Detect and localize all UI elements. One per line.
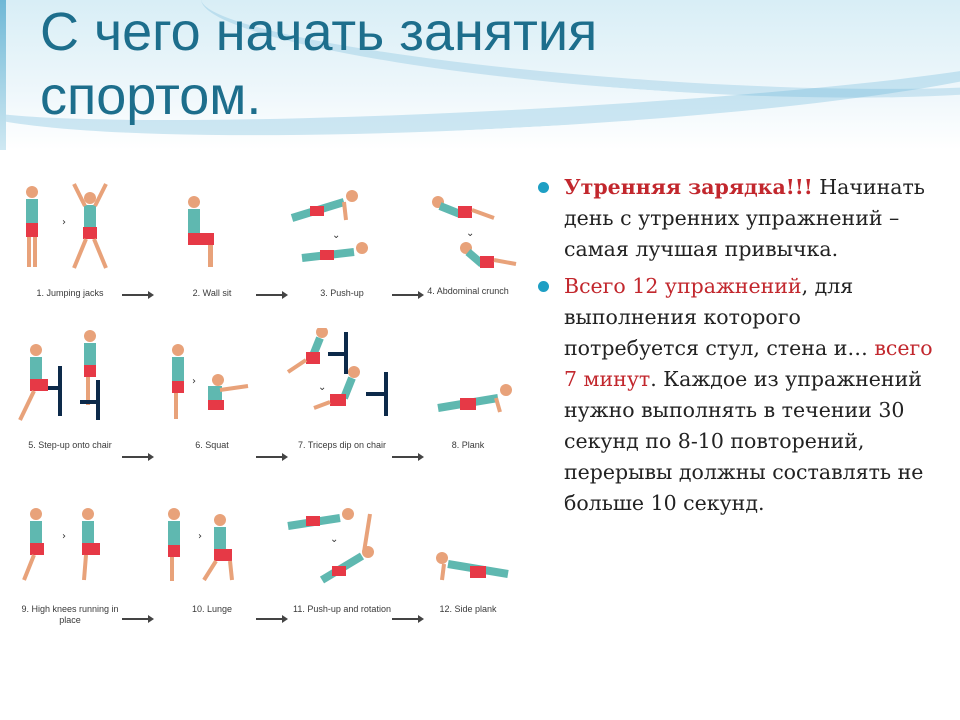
exercise-label: 1. Jumping jacks (36, 288, 104, 298)
push-up-rotation-figure (282, 494, 412, 614)
exercise-label: 8. Plank (451, 440, 485, 450)
exercise-cell (282, 180, 412, 340)
title-line-2: спортом. (40, 66, 262, 126)
high-knees-figure (10, 494, 140, 614)
push-up-figure (282, 180, 412, 300)
svg-text:⌄: ⌄ (330, 534, 339, 545)
highlight-duration: всего 7 минут (564, 336, 933, 391)
exercise-label: 10. Lunge (191, 604, 233, 614)
slide-title (40, 0, 920, 128)
exercise-illustration-panel (0, 160, 535, 665)
wall-sit-figure (152, 180, 282, 300)
svg-text:›: › (192, 376, 196, 387)
exercise-label: 6. Squat (195, 440, 229, 450)
side-plank-figure (408, 494, 538, 614)
lunge-figure (152, 494, 282, 614)
title-line-1: С чего начать занятия (40, 2, 598, 62)
svg-text:›: › (198, 531, 202, 542)
bullet-dot-icon (538, 281, 549, 292)
exercise-label: 4. Abdominal crunch (427, 286, 509, 296)
exercise-cell (152, 328, 282, 488)
exercise-label: 11. Push-up and rotation (293, 604, 391, 614)
exercise-cell (408, 494, 538, 654)
bullet-text: . Каждое из упражнений нужно выполнять в течении 30 секунд по 8-10 повторений, перерывы должны составлять не больше 10 секунд. (564, 367, 924, 515)
squat-figure (152, 328, 282, 448)
bullet-item (538, 172, 938, 265)
bullet-lead: Утренняя зарядка!!! (564, 175, 813, 199)
sequence-arrow (122, 294, 152, 296)
exercise-label: 3. Push-up (320, 288, 364, 298)
svg-text:⌄: ⌄ (332, 230, 341, 241)
exercise-label: 7. Triceps dip on chair (297, 440, 387, 450)
bullet-item (538, 271, 938, 519)
exercise-cell (408, 180, 538, 340)
sequence-arrow (122, 456, 152, 458)
sequence-arrow (122, 618, 152, 620)
svg-text:›: › (62, 531, 66, 542)
exercise-cell (10, 494, 140, 654)
exercise-cell (282, 494, 412, 654)
plank-figure (408, 328, 538, 448)
exercise-label: 12. Side plank (439, 604, 497, 614)
exercise-label: 2. Wall sit (192, 288, 232, 298)
exercise-cell (10, 328, 140, 488)
jumping-jacks-figure (10, 180, 140, 300)
step-up-chair-figure (10, 328, 140, 448)
svg-text:⌄: ⌄ (466, 228, 475, 239)
exercise-cell (152, 180, 282, 340)
svg-text:›: › (62, 217, 66, 228)
exercise-cell (408, 328, 538, 488)
decorative-edge (0, 0, 6, 150)
highlight-exercise-count: Всего 12 упражнений (564, 274, 802, 298)
bullet-text: Начинать день с утренних упражнений – самая лучшая привычка. (564, 175, 925, 261)
exercise-label: 9. High knees running in place (21, 604, 119, 625)
exercise-cell (152, 494, 282, 654)
exercise-cell (282, 328, 412, 488)
slide-body-text (538, 172, 938, 525)
exercise-label: 5. Step-up onto chair (28, 440, 112, 450)
abdominal-crunch-figure (408, 180, 538, 300)
bullet-text: , для выполнения которого потребуется стул, стена и… (564, 274, 875, 360)
exercise-cell (10, 180, 140, 340)
bullet-dot-icon (538, 182, 549, 193)
triceps-dip-figure (282, 328, 412, 448)
svg-text:⌄: ⌄ (318, 382, 327, 393)
